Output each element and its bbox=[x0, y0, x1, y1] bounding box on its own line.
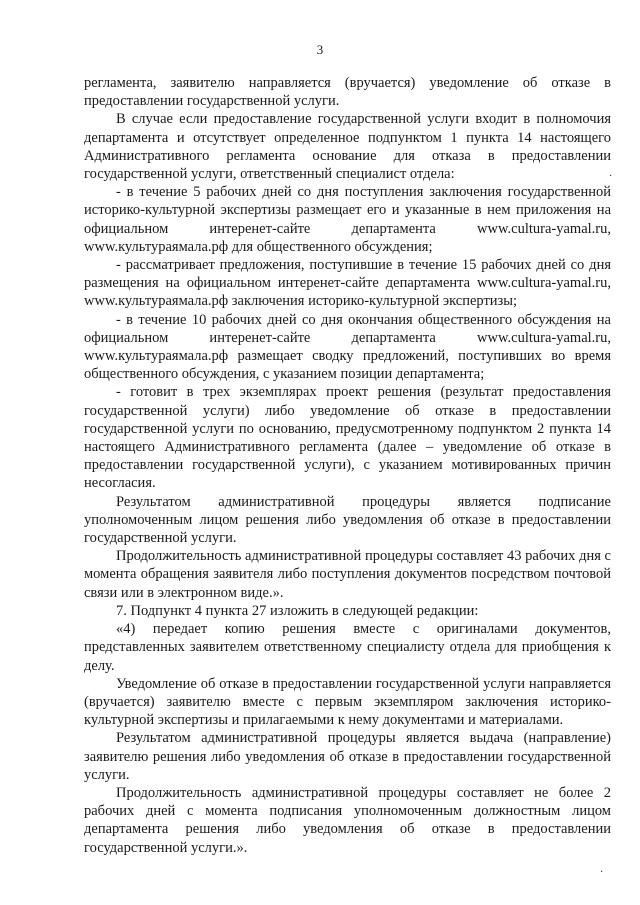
paragraph: Продолжительность административной процедуры составляет 43 рабочих дня с момента обращения заявителя либо поступления документов посредством почтовой связи или в электронном виде.». bbox=[84, 548, 611, 601]
paragraph: Продолжительность административной процедуры составляет не более 2 рабочих дней с момента подписания уполномоченным должностным лицом департамента решения либо уведомления об отказе в предоставлении государственной услуги.». bbox=[84, 784, 611, 856]
paragraph: 7. Подпункт 4 пункта 27 изложить в следующей редакции: bbox=[116, 602, 479, 619]
paragraph: Уведомление об отказе в предоставлении государственной услуги направляется (вручается) заявителю вместе с первым экземпляром заключения историко-культурной экспертизы и прилагаемыми к нему документами и материалами. bbox=[84, 675, 611, 729]
scan-speck: · bbox=[609, 171, 613, 182]
page-number: 3 bbox=[316, 42, 324, 57]
paragraph: «4) передает копию решения вместе с оригиналами документов, представленных заявителем ответственному специалисту отдела для приобщения к делу. bbox=[84, 621, 611, 674]
list-item: - в течение 10 рабочих дней со дня окончания общественного обсуждения на официальном интерeнет-сайте департамента www.cultura-yamal.ru, www.культураямала.рф размещает сводку предложений, поступивших во время общественного обсуждения, с указанием позиции департамента; bbox=[84, 311, 611, 383]
list-item: - рассматривает предложения, поступившие в течение 15 рабочих дней со дня размещения на официальном интерeнет-сайте департамента www.cultura-yamal.ru, www.культураямала.рф заключения историко-культурной экспертизы; bbox=[84, 257, 611, 310]
list-item: - готовит в трех экземплярах проект решения (результат предоставления государственной услуги) либо уведомление об отказе в предоставлении государственной услуги по основанию, предусмотренному подпунктом 2 пункта 14 настоящего Административного регламента (далее – уведомление об отказе в предоставлении государственной услуги), с указанием мотивированных причин несогласия. bbox=[84, 384, 611, 492]
document-body bbox=[84, 74, 611, 857]
paragraph: регламента, заявителю направляется (вручается) уведомление об отказе в предоставлении государственной услуги. bbox=[84, 75, 611, 110]
paragraph: Результатом административной процедуры является подписание уполномоченным лицом решения либо уведомления об отказе в предоставлении государственной услуги. bbox=[84, 493, 611, 547]
paragraph: Результатом административной процедуры является выдача (направление) заявителю решения либо уведомления об отказе в предоставлении государственной услуги. bbox=[84, 730, 611, 783]
scan-speck: · bbox=[600, 867, 604, 878]
list-item: - в течение 5 рабочих дней со дня поступления заключения государственной историко-культурной экспертизы размещает его и указанные в нем приложения на официальном интерeнет-сайте департамента www.cultura-yamal.ru, www.культураямала.рф для общественного обсуждения; bbox=[84, 184, 611, 255]
paragraph: В случае если предоставление государственной услуги входит в полномочия департамента и отсутствует определенное подпунктом 1 пункта 14 настоящего Административного регламента основание для отказа в предоставлении государственной услуги, ответственный специалист отдела: bbox=[84, 111, 611, 183]
